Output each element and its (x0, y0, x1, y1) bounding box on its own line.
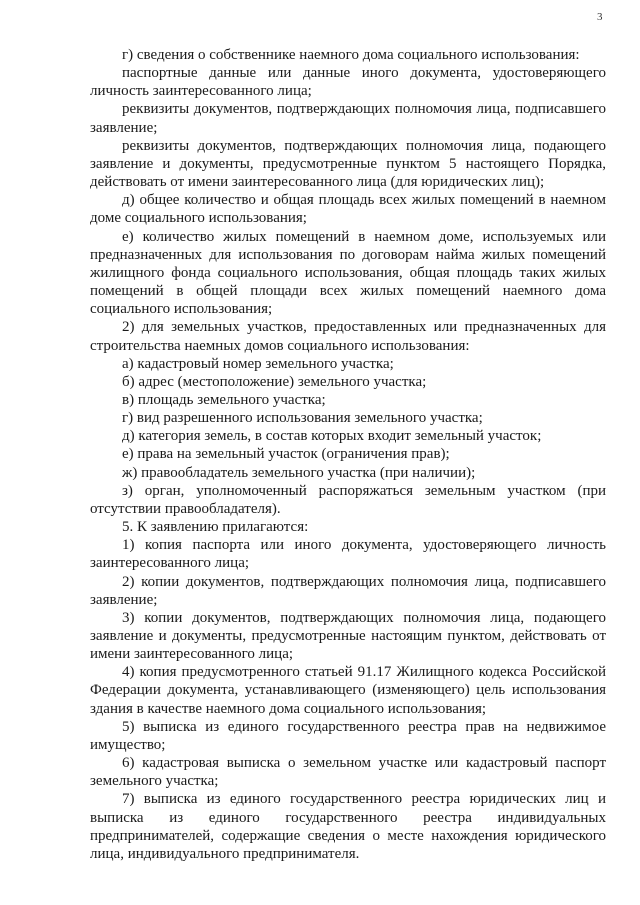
paragraph: д) общее количество и общая площадь всех жилых помещений в наемном доме социального использования; (90, 192, 606, 227)
paragraph: а) кадастровый номер земельного участка; (122, 355, 394, 372)
paragraph: 7) выписка из единого государственного реестра юридических лиц и выписка из единого государственного реестра индивидуальных предпринимателей, содержащие сведения о месте нахождения юридического лица, индивидуального предпринимателя. (90, 791, 606, 862)
paragraph: г) вид разрешенного использования земельного участка; (122, 410, 483, 427)
paragraph: 5) выписка из единого государственного реестра прав на недвижимое имущество; (90, 718, 606, 753)
paragraph: 1) копия паспорта или иного документа, удостоверяющего личность заинтересованного лица; (90, 537, 606, 572)
paragraph: 6) кадастровая выписка о земельном участке или кадастровый паспорт земельного участка; (90, 755, 606, 790)
paragraph: е) права на земельный участок (ограничения прав); (122, 446, 450, 463)
paragraph: 4) копия предусмотренного статьей 91.17 Жилищного кодекса Российской Федерации документа, устанавливающего (изменяющего) цель использования здания в качестве наемного дома социального использования; (90, 664, 606, 717)
page-number: 3 (597, 11, 603, 23)
paragraph: б) адрес (местоположение) земельного участка; (122, 373, 427, 390)
paragraph: в) площадь земельного участка; (122, 391, 326, 408)
document-body (90, 46, 606, 863)
paragraph: паспортные данные или данные иного документа, удостоверяющего личность заинтересованного лица; (90, 65, 606, 100)
paragraph: з) орган, уполномоченный распоряжаться земельным участком (при отсутствии правообладателя). (90, 482, 606, 517)
paragraph: г) сведения о собственнике наемного дома социального использования: (122, 47, 580, 63)
paragraph: 2) для земельных участков, предоставленных или предназначенных для строительства наемных домов социального использования: (90, 319, 606, 354)
paragraph: реквизиты документов, подтверждающих полномочия лица, подписавшего заявление; (90, 101, 606, 136)
paragraph: реквизиты документов, подтверждающих полномочия лица, подающего заявление и документы, предусмотренные пунктом 5 настоящего Порядка, действовать от имени заинтересованного лица (для юридических лиц); (90, 137, 606, 191)
paragraph: д) категория земель, в состав которых входит земельный участок; (122, 428, 542, 445)
paragraph: 5. К заявлению прилагаются: (122, 519, 309, 536)
paragraph: е) количество жилых помещений в наемном доме, используемых или предназначенных для использования по договорам найма жилых помещений жилищного фонда социального использования, общая площадь таких жилых помещений в общей площади всех жилых помещений наемного дома социального использования; (90, 228, 606, 318)
paragraph: 3) копии документов, подтверждающих полномочия лица, подающего заявление и документы, предусмотренные настоящим пунктом, действовать от имени заинтересованного лица; (90, 609, 606, 663)
paragraph: 2) копии документов, подтверждающих полномочия лица, подписавшего заявление; (90, 573, 606, 608)
paragraph: ж) правообладатель земельного участка (при наличии); (122, 464, 476, 481)
